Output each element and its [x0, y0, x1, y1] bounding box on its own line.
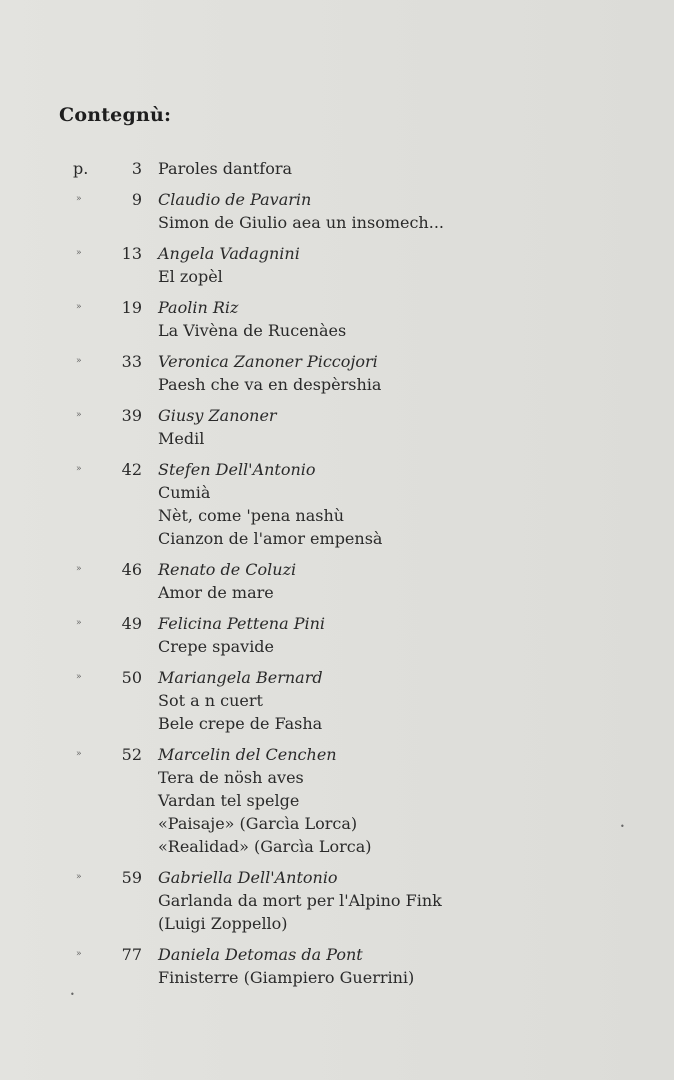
toc-page-number: 77	[121, 945, 142, 964]
toc-entry-lines	[158, 866, 674, 935]
toc-author: Veronica Zanoner Piccojori	[158, 352, 378, 371]
toc-title: Bele crepe de Fasha	[158, 714, 323, 733]
toc-author: Paolin Riz	[158, 298, 239, 317]
toc-author: Giusy Zanoner	[158, 406, 277, 425]
toc-page-number: 39	[121, 406, 142, 425]
toc-entry	[0, 157, 674, 180]
toc-author: Claudio de Pavarin	[158, 190, 312, 209]
toc-title: «Paisaje» (Garcìa Lorca)	[158, 814, 358, 833]
toc-page-number: 49	[121, 614, 142, 633]
toc-entry	[0, 612, 674, 658]
toc-entry-lines	[158, 458, 674, 550]
toc-entry	[0, 743, 674, 858]
toc-title: Cumià	[158, 483, 211, 502]
toc-entry	[0, 404, 674, 450]
toc-title: Tera de nösh aves	[158, 768, 304, 787]
toc-title: «Realidad» (Garcìa Lorca)	[158, 837, 372, 856]
toc-entry-marker: »	[76, 564, 82, 574]
toc-page-number: 19	[121, 298, 142, 317]
toc-entry-marker: »	[76, 194, 82, 204]
toc-entry-lines	[158, 350, 674, 396]
toc-title: Amor de mare	[158, 583, 274, 602]
toc-title: Crepe spavide	[158, 637, 275, 656]
toc-page-number: 3	[131, 159, 142, 178]
toc-title: Simon de Giulio aea un insomech...	[158, 213, 444, 232]
toc-entry-lines	[158, 157, 674, 180]
toc-page-number: 13	[121, 244, 142, 263]
toc-title: Garlanda da mort per l'Alpino Fink	[158, 891, 442, 910]
toc-heading: Contegnù:	[59, 104, 172, 126]
toc-entry	[0, 866, 674, 935]
toc-title: Medil	[158, 429, 205, 448]
toc-entry-lines	[158, 612, 674, 658]
toc-title: Vardan tel spelge	[158, 791, 300, 810]
toc-entry-marker: »	[76, 248, 82, 258]
toc-entry-marker: »	[76, 672, 82, 682]
toc-entry	[0, 458, 674, 550]
toc-title: Paesh che va en despèrshia	[158, 375, 382, 394]
toc-entry-lines	[158, 242, 674, 288]
toc-entry-marker: »	[76, 410, 82, 420]
toc-page-number: 42	[121, 460, 142, 479]
toc-page-number: 9	[131, 190, 142, 209]
toc-title: Cianzon de l'amor empensà	[158, 529, 383, 548]
toc-entry-marker: p.	[73, 159, 89, 178]
toc-author: Mariangela Bernard	[158, 668, 323, 687]
toc-page-number: 46	[121, 560, 142, 579]
toc-entry-marker: »	[76, 618, 82, 628]
toc-title: (Luigi Zoppello)	[158, 914, 288, 933]
toc-author: Angela Vadagnini	[158, 244, 300, 263]
paper-speck: •	[70, 990, 75, 999]
toc-author: Gabriella Dell'Antonio	[158, 868, 338, 887]
toc-entry-lines	[158, 943, 674, 989]
toc-entry-marker: »	[76, 356, 82, 366]
toc-entry	[0, 242, 674, 288]
toc-title: Finisterre (Giampiero Guerrini)	[158, 968, 415, 987]
toc-page-number: 52	[121, 745, 142, 764]
toc-entry-lines	[158, 558, 674, 604]
toc-entry-lines	[158, 296, 674, 342]
toc-entry-lines	[158, 666, 674, 735]
toc-title: El zopèl	[158, 267, 223, 286]
toc-page-number: 33	[121, 352, 142, 371]
toc-entry-marker: »	[76, 749, 82, 759]
toc-entry-lines	[158, 743, 674, 858]
toc-author: Marcelin del Cenchen	[158, 745, 337, 764]
toc-entry-marker: »	[76, 949, 82, 959]
toc-title: Sot a n cuert	[158, 691, 263, 710]
toc-entry-lines	[158, 188, 674, 234]
toc-title: Nèt, come 'pena nashù	[158, 506, 345, 525]
paper-speck: •	[620, 822, 625, 831]
toc-entry	[0, 558, 674, 604]
toc-entry	[0, 943, 674, 989]
toc-entry	[0, 666, 674, 735]
toc-entry	[0, 296, 674, 342]
toc-author: Stefen Dell'Antonio	[158, 460, 316, 479]
toc-entry	[0, 188, 674, 234]
toc-page-number: 50	[121, 668, 142, 687]
toc-entry	[0, 350, 674, 396]
toc-author: Renato de Coluzi	[158, 560, 297, 579]
toc-title: Paroles dantfora	[158, 159, 293, 178]
toc-entry-marker: »	[76, 302, 82, 312]
toc-entry-lines	[158, 404, 674, 450]
toc-entry-marker: »	[76, 464, 82, 474]
toc-entry-marker: »	[76, 872, 82, 882]
toc-title: La Vivèna de Rucenàes	[158, 321, 347, 340]
toc-list	[0, 157, 674, 997]
toc-author: Daniela Detomas da Pont	[158, 945, 363, 964]
toc-page-number: 59	[121, 868, 142, 887]
toc-author: Felicina Pettena Pini	[158, 614, 326, 633]
